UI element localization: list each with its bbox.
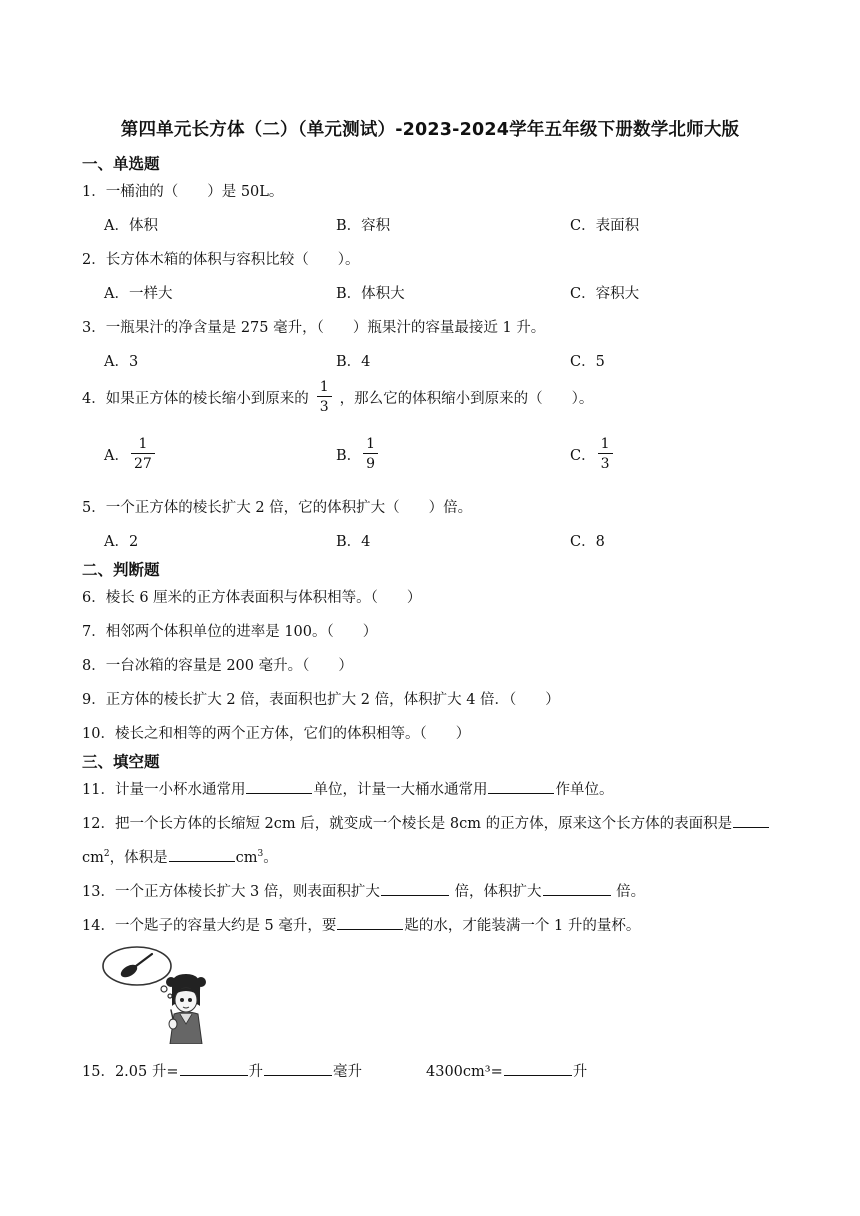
- q13-text-1: 13．一个正方体棱长扩大 3 倍，则表面积扩大: [82, 884, 380, 900]
- question-2: 2．长方体木箱的体积与容积比较（ ）。: [82, 252, 360, 268]
- q4-option-c[interactable]: [570, 432, 621, 476]
- question-1: 1．一桶油的（ ）是 50L。: [82, 184, 284, 200]
- q4-option-c-label: C．: [570, 447, 596, 464]
- question-5: 5．一个正方体的棱长扩大 2 倍，它的体积扩大（ ）倍。: [82, 500, 473, 516]
- fraction-numerator: 1: [600, 436, 610, 452]
- q1-option-c[interactable]: C．表面积: [570, 218, 640, 234]
- q14-text-1: 14．一个匙子的容量大约是 5 毫升，要: [82, 918, 337, 934]
- q12-unit-1: cm: [82, 850, 104, 866]
- q15-text-1: 15．2.05 升=: [82, 1064, 179, 1080]
- q5-option-c[interactable]: C．8: [570, 534, 605, 550]
- question-9: 9．正方体的棱长扩大 2 倍，表面积也扩大 2 倍，体积扩大 4 倍．（ ）: [82, 692, 560, 708]
- question-3: 3．一瓶果汁的净含量是 275 毫升，（ ）瓶果汁的容量最接近 1 升。: [82, 320, 546, 336]
- q14-text-2: 匙的水，才能装满一个 1 升的量杯。: [404, 918, 641, 934]
- question-12-line-1: [82, 812, 770, 833]
- q11-text-1: 11．计量一小杯水通常用: [82, 782, 246, 798]
- question-8: 8．一台冰箱的容量是 200 毫升。（ ）: [82, 658, 353, 674]
- question-11: [82, 778, 613, 799]
- section-heading-true-false: 二、判断题: [82, 561, 160, 579]
- q15-text-3: 毫升: [333, 1064, 362, 1080]
- q4-option-b-fraction: [363, 437, 378, 471]
- q2-option-b[interactable]: B．体积大: [336, 286, 405, 302]
- q15-text-4: 4300cm³=: [426, 1064, 503, 1080]
- q15-text-5: 升: [572, 1064, 588, 1080]
- fraction-denominator: 27: [133, 456, 152, 472]
- q12-text-2: ，体积是: [109, 850, 168, 866]
- question-13: [82, 880, 645, 901]
- q4-option-c-fraction: [598, 437, 613, 471]
- superscript: 2: [103, 849, 110, 860]
- question-12-line-2: [82, 846, 278, 867]
- q12-text-3: 。: [263, 850, 278, 866]
- answer-blank[interactable]: [180, 1061, 248, 1076]
- q13-text-2: 倍，体积扩大: [449, 884, 542, 900]
- q4-text-pre: 4．如果正方体的棱长缩小到原来的: [82, 390, 309, 407]
- question-6: 6．棱长 6 厘米的正方体表面积与体积相等。（ ）: [82, 590, 422, 606]
- q4-option-a-fraction: [131, 437, 155, 471]
- fraction-numerator: 1: [138, 436, 148, 452]
- answer-blank[interactable]: [381, 881, 449, 896]
- fraction-denominator: 3: [600, 456, 610, 472]
- q2-option-a[interactable]: A．一样大: [104, 286, 173, 302]
- q4-option-a-label: A．: [104, 447, 129, 464]
- question-15: [82, 1060, 587, 1081]
- q12-text-1: 12．把一个长方体的长缩短 2cm 后，就变成一个棱长是 8cm 的正方体，原来这个长方体的表面积是: [82, 816, 733, 832]
- q11-text-2: 单位，计量一大桶水通常用: [313, 782, 488, 798]
- answer-blank[interactable]: [543, 881, 611, 896]
- question-7: 7．相邻两个体积单位的进率是 100。（ ）: [82, 624, 378, 640]
- section-heading-fill-in: 三、填空题: [82, 753, 160, 771]
- section-heading-single-choice: 一、单选题: [82, 155, 160, 173]
- superscript: 3: [257, 849, 264, 860]
- answer-blank[interactable]: [733, 813, 769, 828]
- q3-option-c[interactable]: C．5: [570, 354, 605, 370]
- q5-option-a[interactable]: A．2: [104, 534, 139, 550]
- q4-option-b[interactable]: [336, 432, 386, 476]
- q3-option-b[interactable]: B．4: [336, 354, 371, 370]
- answer-blank[interactable]: [246, 779, 312, 794]
- illustration-svg: [100, 944, 210, 1044]
- page-title: 第四单元长方体（二）（单元测试）-2023-2024学年五年级下册数学北师大版: [120, 120, 740, 140]
- q4-option-a[interactable]: [104, 432, 163, 476]
- answer-blank[interactable]: [169, 847, 235, 862]
- q5-option-b[interactable]: B．4: [336, 534, 371, 550]
- fraction-numerator: 1: [366, 436, 376, 452]
- q3-option-a[interactable]: A．3: [104, 354, 139, 370]
- q4-fraction: [317, 380, 332, 414]
- girl-thinking-spoon-illustration: [100, 944, 210, 1044]
- q4-fraction-denominator: 3: [319, 399, 329, 415]
- q15-text-2: 升: [248, 1064, 263, 1080]
- fraction-denominator: 9: [366, 456, 376, 472]
- q13-text-3: 倍。: [611, 884, 646, 900]
- question-4: [82, 376, 593, 418]
- question-10: 10．棱长之和相等的两个正方体，它们的体积相等。（ ）: [82, 726, 471, 742]
- q1-option-a[interactable]: A．体积: [104, 218, 158, 234]
- q2-option-c[interactable]: C．容积大: [570, 286, 640, 302]
- q4-text-post: ，那么它的体积缩小到原来的（ ）。: [339, 390, 594, 407]
- q1-option-b[interactable]: B．容积: [336, 218, 391, 234]
- q4-option-b-label: B．: [336, 447, 362, 464]
- question-14: [82, 914, 640, 935]
- q12-unit-2: cm: [235, 850, 258, 866]
- q11-text-3: 作单位。: [555, 782, 614, 798]
- q4-fraction-numerator: 1: [319, 379, 329, 395]
- answer-blank[interactable]: [504, 1061, 572, 1076]
- answer-blank[interactable]: [337, 915, 403, 930]
- answer-blank[interactable]: [488, 779, 554, 794]
- answer-blank[interactable]: [264, 1061, 332, 1076]
